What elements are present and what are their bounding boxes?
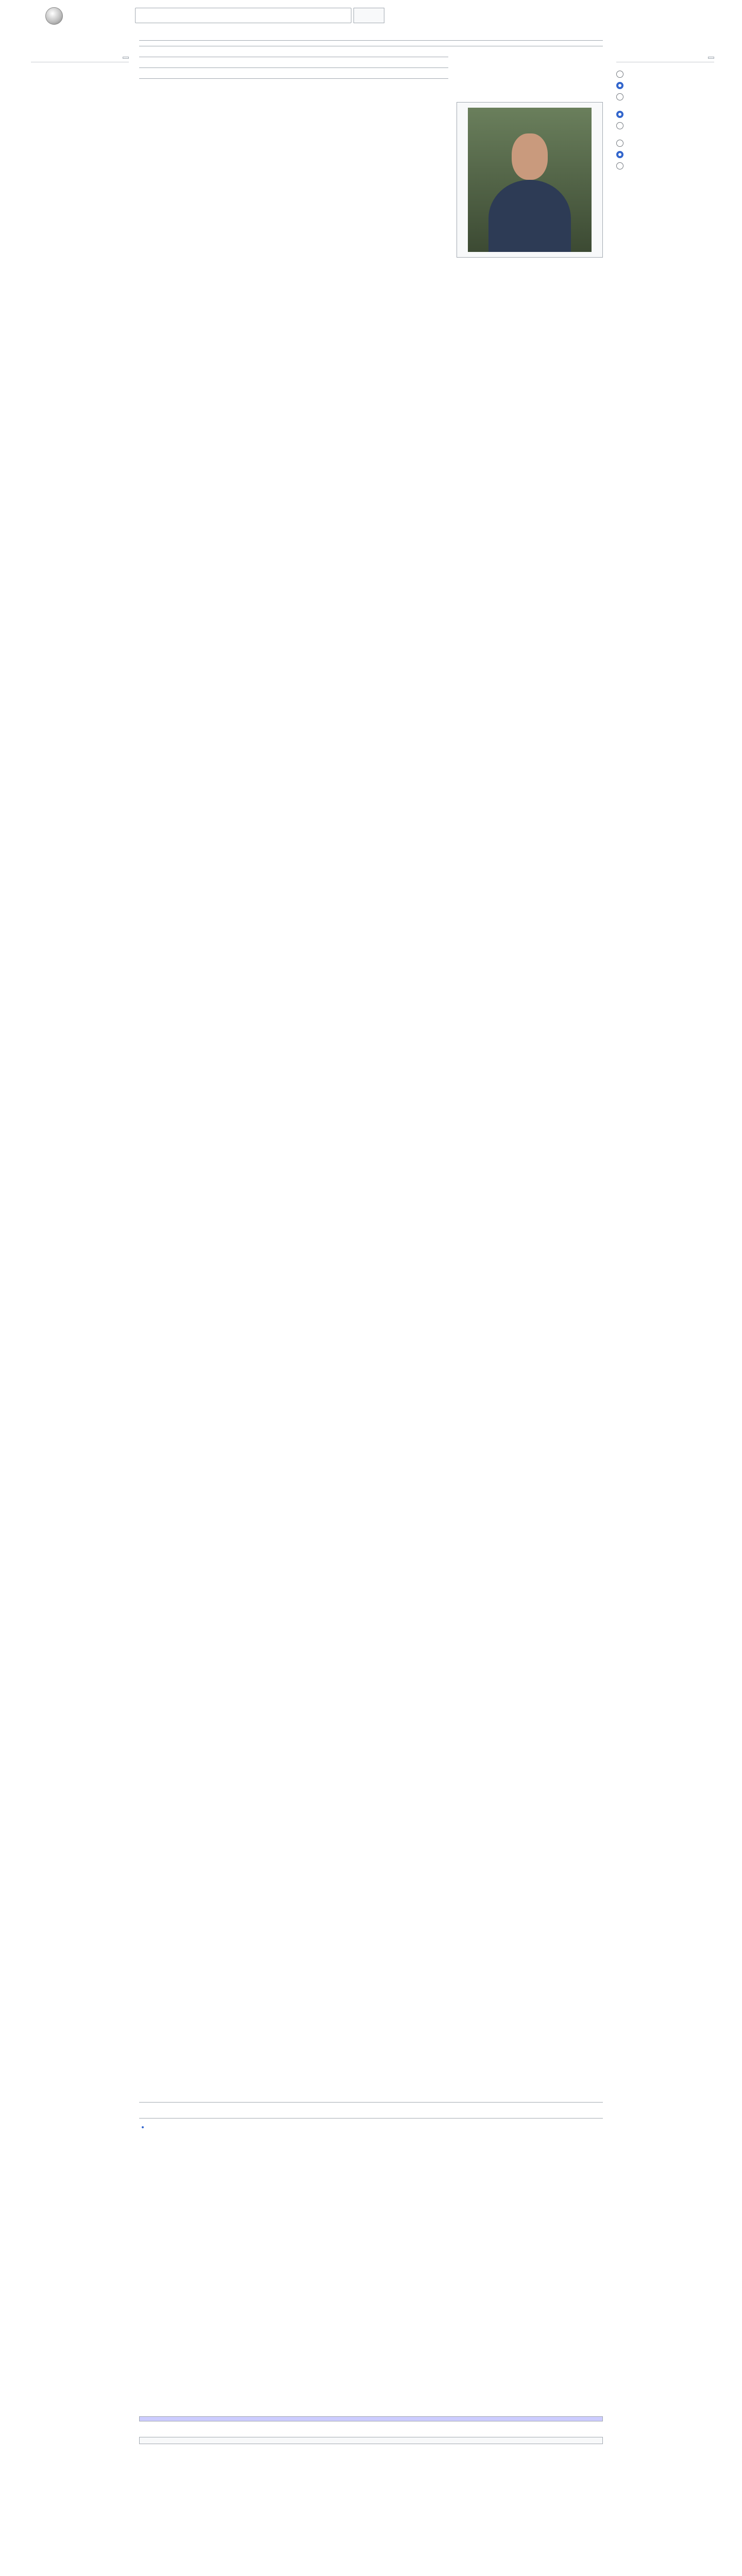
page-tabs (139, 41, 603, 46)
text-large-radio[interactable] (616, 91, 714, 103)
width-wide-radio[interactable] (616, 120, 714, 131)
article-body (139, 56, 448, 79)
toc-item-career[interactable] (31, 70, 129, 74)
infobox (457, 102, 603, 258)
site-header (0, 0, 742, 31)
color-auto-radio[interactable] (616, 138, 714, 149)
width-standard-radio[interactable] (616, 109, 714, 120)
portrait-image[interactable] (468, 108, 592, 252)
globe-icon (45, 7, 63, 25)
navbox-house-of-commons (139, 2416, 603, 2421)
page-footer (21, 2555, 716, 2561)
color-light-radio[interactable] (616, 149, 714, 160)
parliament-bio-link[interactable] (149, 2123, 603, 2132)
toc-item-elections[interactable] (31, 78, 129, 82)
text-standard-radio[interactable] (616, 80, 714, 91)
appearance-hide-button[interactable] (708, 57, 714, 59)
toc-item-top[interactable] (31, 65, 129, 70)
text-small-radio[interactable] (616, 69, 714, 80)
references-section (139, 2092, 603, 2134)
categories-box (139, 2437, 603, 2444)
toc-item-personal[interactable] (31, 74, 129, 78)
color-dark-radio[interactable] (616, 160, 714, 172)
search-button[interactable] (353, 8, 384, 23)
wikipedia-logo[interactable] (45, 7, 67, 25)
toc-item-references[interactable] (31, 82, 129, 86)
appearance-panel (616, 57, 714, 172)
toc-sidebar (31, 57, 129, 90)
main-content (139, 37, 603, 83)
toc-item-external[interactable] (31, 86, 129, 90)
search-input[interactable] (135, 8, 351, 23)
toc-hide-button[interactable] (123, 57, 129, 59)
